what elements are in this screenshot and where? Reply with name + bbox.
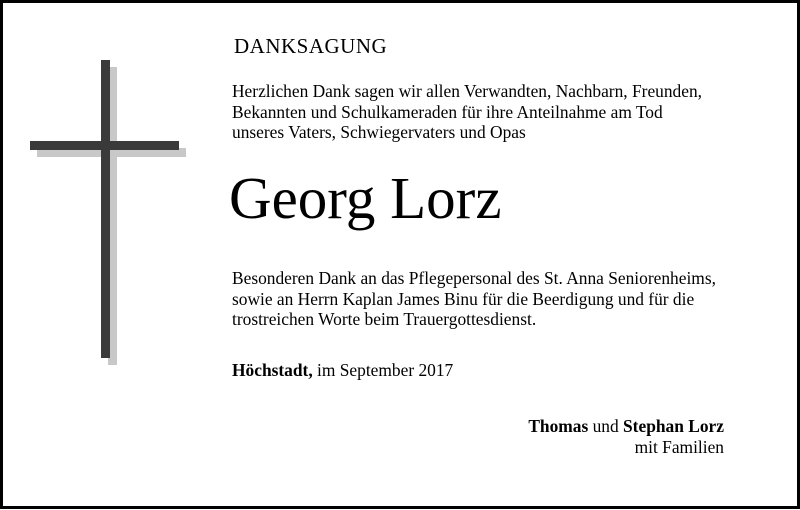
cross-beam-horizontal: [30, 141, 179, 150]
place-date: [232, 360, 453, 381]
cross-icon: [3, 3, 203, 383]
thanks-line: trostreichen Worte beim Trauergottesdienst.: [232, 309, 537, 329]
intro-line: Bekannten und Schulkameraden für ihre Anteilnahme am Tod: [232, 101, 663, 122]
signature-names: [528, 416, 724, 437]
signer-first: Thomas: [528, 416, 589, 436]
intro-line: Herzlichen Dank sagen wir allen Verwandten, Nachbarn, Freunden,: [232, 81, 703, 101]
cross-beam-vertical: [101, 60, 110, 358]
notice-heading: DANKSAGUNG: [234, 34, 388, 58]
signature-family: mit Familien: [634, 437, 724, 457]
intro-line: unseres Vaters, Schwiegervaters und Opas: [232, 122, 526, 142]
intro-paragraph: [232, 81, 702, 143]
thanks-paragraph: [232, 268, 716, 330]
thanks-line: sowie an Herrn Kaplan James Binu für die Beerdigung und für die: [232, 288, 695, 309]
deceased-name: Georg Lorz: [229, 165, 502, 231]
date-text: im September 2017: [312, 360, 454, 380]
signature-block: [528, 416, 724, 458]
place-name: Höchstadt,: [232, 360, 313, 380]
signer-second: Stephan Lorz: [623, 416, 724, 436]
signer-connector: und: [588, 416, 624, 436]
thanks-line: Besonderen Dank an das Pflegepersonal des St. Anna Seniorenheims,: [232, 268, 716, 288]
